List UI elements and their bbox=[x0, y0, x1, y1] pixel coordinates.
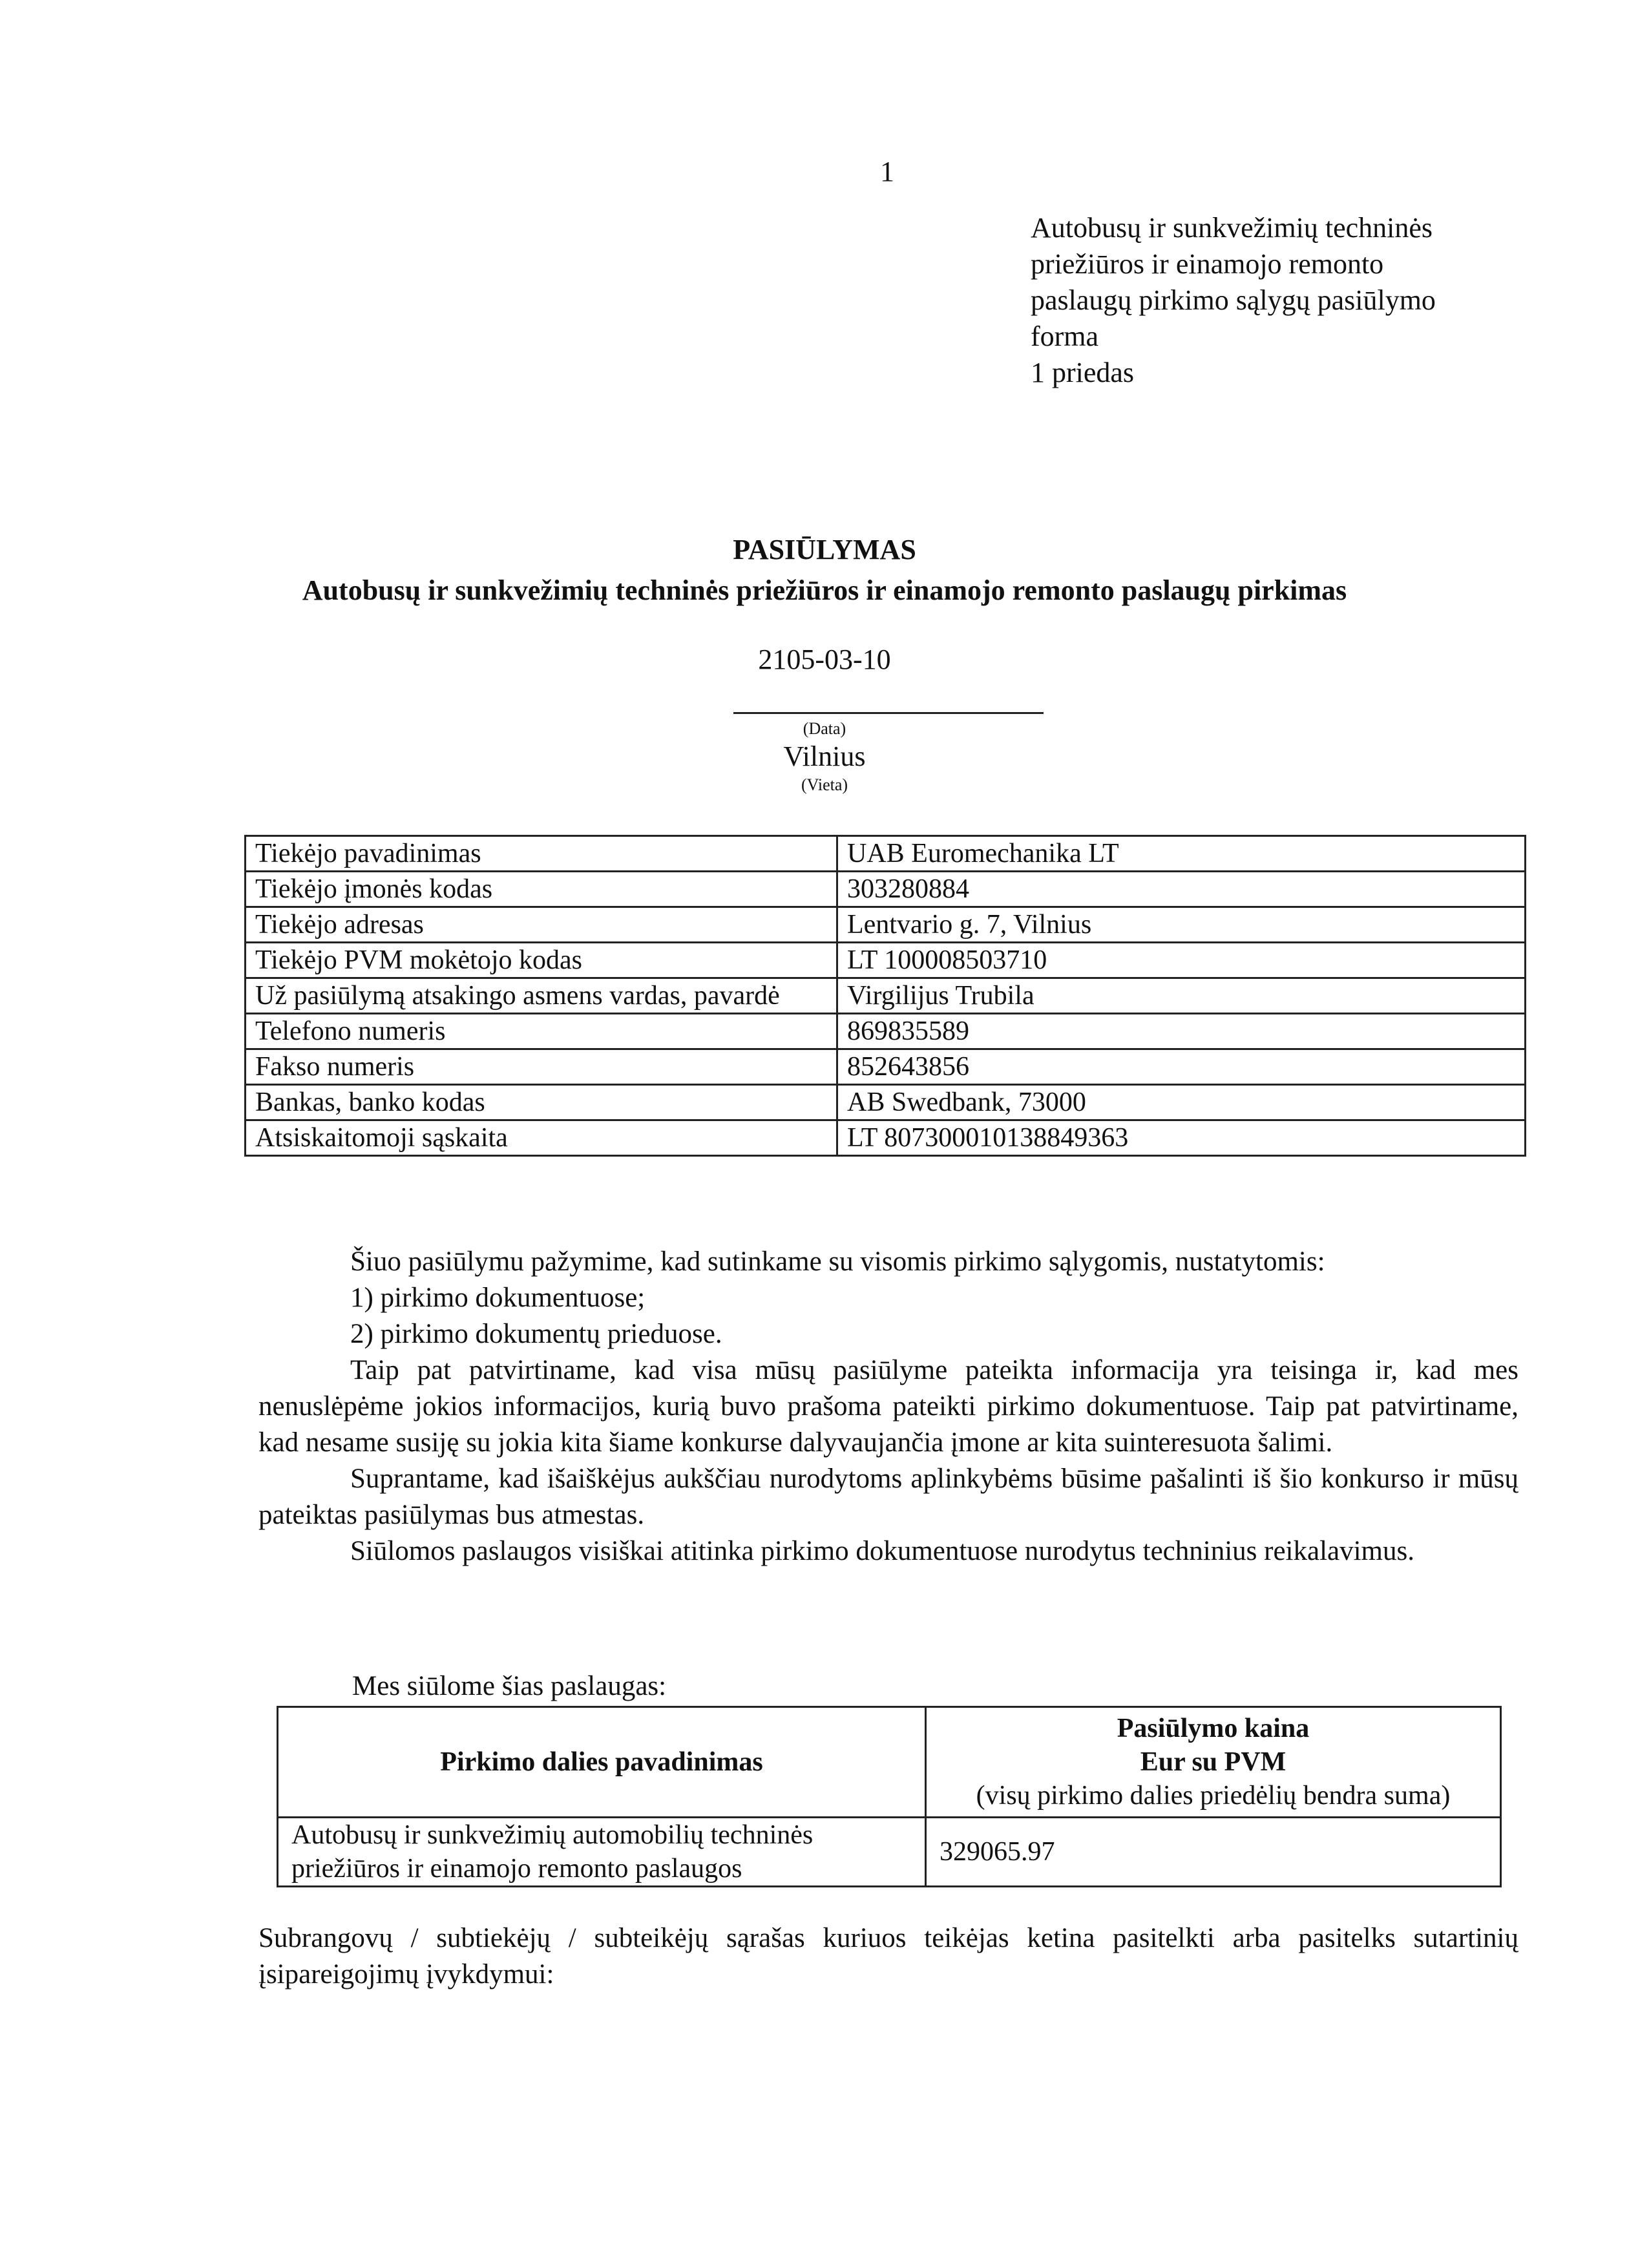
place-value: Vilnius bbox=[783, 740, 866, 772]
declaration-text bbox=[258, 1244, 1518, 1570]
table-row bbox=[246, 1049, 1526, 1085]
annex-line: priežiūros ir einamojo remonto bbox=[1031, 248, 1384, 280]
supplier-value: LT 100008503710 bbox=[837, 943, 1526, 978]
offer-service-name: Autobusų ir sunkvežimių automobilių techninės priežiūros ir einamojo remonto paslaugos bbox=[278, 1818, 926, 1887]
supplier-value: AB Swedbank, 73000 bbox=[837, 1085, 1526, 1120]
document-subtitle: Autobusų ir sunkvežimių techninės priežiūros ir einamojo remonto paslaugų pirkimas bbox=[302, 574, 1347, 606]
place-caption: (Vieta) bbox=[801, 775, 848, 794]
subcontractors-text: Subrangovų / subtiekėjų / subteikėjų sąrašas kuriuos teikėjas ketina pasitelkti arba pasitelks sutartinių įsipareigojimų įvykdymui: bbox=[258, 1923, 1518, 1990]
supplier-value: Virgilijus Trubila bbox=[837, 978, 1526, 1014]
annex-line: 1 priedas bbox=[1031, 357, 1135, 388]
supplier-label: Už pasiūlymą atsakingo asmens vardas, pavardė bbox=[246, 978, 837, 1014]
annex-line: paslaugų pirkimo sąlygų pasiūlymo bbox=[1031, 284, 1436, 316]
table-row bbox=[246, 1085, 1526, 1120]
declaration-paragraph: Šiuo pasiūlymu pažymime, kad sutinkame su visomis pirkimo sąlygomis, nustatytomis: bbox=[350, 1246, 1325, 1277]
supplier-value: 869835589 bbox=[837, 1014, 1526, 1049]
table-row bbox=[246, 978, 1526, 1014]
table-row bbox=[246, 872, 1526, 907]
price-header-line: Pasiūlymo kaina bbox=[1117, 1714, 1310, 1743]
column-header-name: Pirkimo dalies pavadinimas bbox=[278, 1707, 926, 1818]
date-underline bbox=[733, 712, 1044, 714]
table-row bbox=[246, 836, 1526, 872]
offer-price: 329065.97 bbox=[926, 1818, 1501, 1887]
supplier-value: UAB Euromechanika LT bbox=[837, 836, 1526, 872]
annex-line: forma bbox=[1031, 320, 1099, 352]
supplier-label: Tiekėjo įmonės kodas bbox=[246, 872, 837, 907]
date-value: 2105-03-10 bbox=[758, 644, 891, 675]
table-row bbox=[246, 907, 1526, 943]
table-row bbox=[246, 1120, 1526, 1156]
annex-line: Autobusų ir sunkvežimių techninės bbox=[1031, 212, 1433, 244]
offer-table bbox=[277, 1706, 1502, 1887]
supplier-label: Atsiskaitomoji sąskaita bbox=[246, 1120, 837, 1156]
supplier-value: LT 807300010138849363 bbox=[837, 1120, 1526, 1156]
supplier-info-table bbox=[244, 835, 1526, 1157]
page-number: 1 bbox=[880, 156, 894, 187]
supplier-label: Fakso numeris bbox=[246, 1049, 837, 1085]
document-title: PASIŪLYMAS bbox=[733, 534, 916, 565]
table-row bbox=[246, 1014, 1526, 1049]
table-header-row bbox=[278, 1707, 1501, 1818]
supplier-value: 852643856 bbox=[837, 1049, 1526, 1085]
supplier-label: Tiekėjo pavadinimas bbox=[246, 836, 837, 872]
supplier-value: Lentvario g. 7, Vilnius bbox=[837, 907, 1526, 943]
price-header-note: (visų pirkimo dalies priedėlių bendra suma) bbox=[976, 1781, 1451, 1811]
table-row bbox=[246, 943, 1526, 978]
declaration-list-item: 1) pirkimo dokumentuose; bbox=[350, 1283, 646, 1313]
date-caption: (Data) bbox=[803, 719, 846, 738]
declaration-paragraph: Taip pat patvirtiname, kad visa mūsų pasiūlyme pateikta informacija yra teisinga ir, kad mes nenuslėpėme jokios informacijos, kurią buvo prašoma pateikti pirkimo dokumentuose. Taip pat patvirtiname, kad nesame susiję su jokia kita šiame konkurse dalyvaujančia įmone ar kita suinteresuota šalimi. bbox=[258, 1355, 1518, 1458]
supplier-value: 303280884 bbox=[837, 872, 1526, 907]
declaration-paragraph: Suprantame, kad išaiškėjus aukščiau nurodytoms aplinkybėms būsime pašalinti iš šio konkurso ir mūsų pateiktas pasiūlymas bus atmestas. bbox=[258, 1464, 1518, 1530]
supplier-label: Bankas, banko kodas bbox=[246, 1085, 837, 1120]
declaration-paragraph: Siūlomos paslaugos visiškai atitinka pirkimo dokumentuose nurodytus techninius reikalavimus. bbox=[350, 1536, 1414, 1566]
supplier-label: Telefono numeris bbox=[246, 1014, 837, 1049]
price-header-line: Eur su PVM bbox=[1140, 1747, 1287, 1777]
declaration-list-item: 2) pirkimo dokumentų prieduose. bbox=[350, 1319, 722, 1349]
column-header-price bbox=[926, 1707, 1501, 1818]
offer-intro: Mes siūlome šias paslaugas: bbox=[352, 1671, 667, 1701]
annex-note bbox=[1031, 210, 1436, 391]
supplier-label: Tiekėjo adresas bbox=[246, 907, 837, 943]
table-row bbox=[278, 1818, 1501, 1887]
supplier-label: Tiekėjo PVM mokėtojo kodas bbox=[246, 943, 837, 978]
